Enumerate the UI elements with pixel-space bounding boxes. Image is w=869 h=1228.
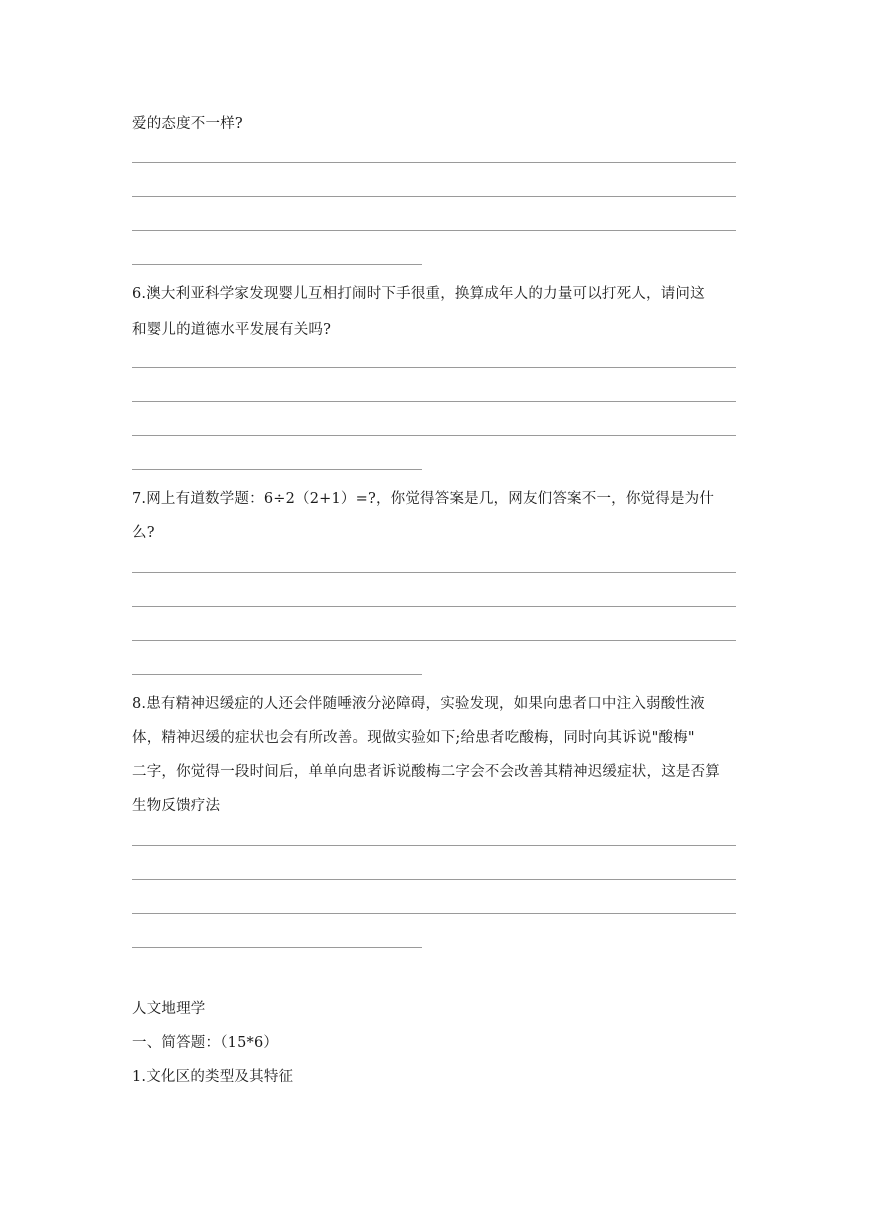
q7-text-line-1: 7.网上有道数学题：6÷2（2+1）=?，你觉得答案是几，网友们答案不一，你觉得是为什 <box>132 491 715 507</box>
q7-answer-line-1[interactable] <box>132 572 736 573</box>
q8-text-line-3: 二字，你觉得一段时间后，单单向患者诉说酸梅二字会不会改善其精神迟缓症状，这是否算 <box>132 764 720 780</box>
section-title: 人文地理学 <box>132 1001 206 1017</box>
q5-answer-line-3[interactable] <box>132 230 736 231</box>
q5-text-line-1: 爱的态度不一样? <box>132 116 243 132</box>
q7-text-line-2: 么? <box>132 525 155 541</box>
q5-answer-line-2[interactable] <box>132 196 736 197</box>
q8-answer-line-1[interactable] <box>132 845 736 846</box>
q8-text-line-1: 8.患有精神迟缓症的人还会伴随唾液分泌障碍，实验发现，如果向患者口中注入弱酸性液 <box>132 696 705 712</box>
q6-answer-line-1[interactable] <box>132 367 736 368</box>
q6-answer-line-4[interactable] <box>132 469 422 470</box>
q7-answer-line-2[interactable] <box>132 606 736 607</box>
q6-answer-line-3[interactable] <box>132 435 736 436</box>
q8-answer-line-4[interactable] <box>132 947 422 948</box>
q5-answer-line-4[interactable] <box>132 264 422 265</box>
q8-text-line-4: 生物反馈疗法 <box>132 798 221 814</box>
q8-answer-line-2[interactable] <box>132 879 736 880</box>
section-part-heading: 一、简答题：（15*6） <box>132 1035 279 1051</box>
q6-answer-line-2[interactable] <box>132 401 736 402</box>
q6-text-line-2: 和婴儿的道德水平发展有关吗? <box>132 322 332 338</box>
q8-text-line-2: 体，精神迟缓的症状也会有所改善。现做实验如下;给患者吃酸梅，同时向其诉说"酸梅" <box>132 730 695 746</box>
q8-answer-line-3[interactable] <box>132 913 736 914</box>
q7-answer-line-4[interactable] <box>132 674 422 675</box>
q5-answer-line-1[interactable] <box>132 162 736 163</box>
q7-answer-line-3[interactable] <box>132 640 736 641</box>
q6-text-line-1: 6.澳大利亚科学家发现婴儿互相打闹时下手很重，换算成年人的力量可以打死人，请问这 <box>132 286 705 302</box>
section-question-1: 1.文化区的类型及其特征 <box>132 1069 294 1085</box>
